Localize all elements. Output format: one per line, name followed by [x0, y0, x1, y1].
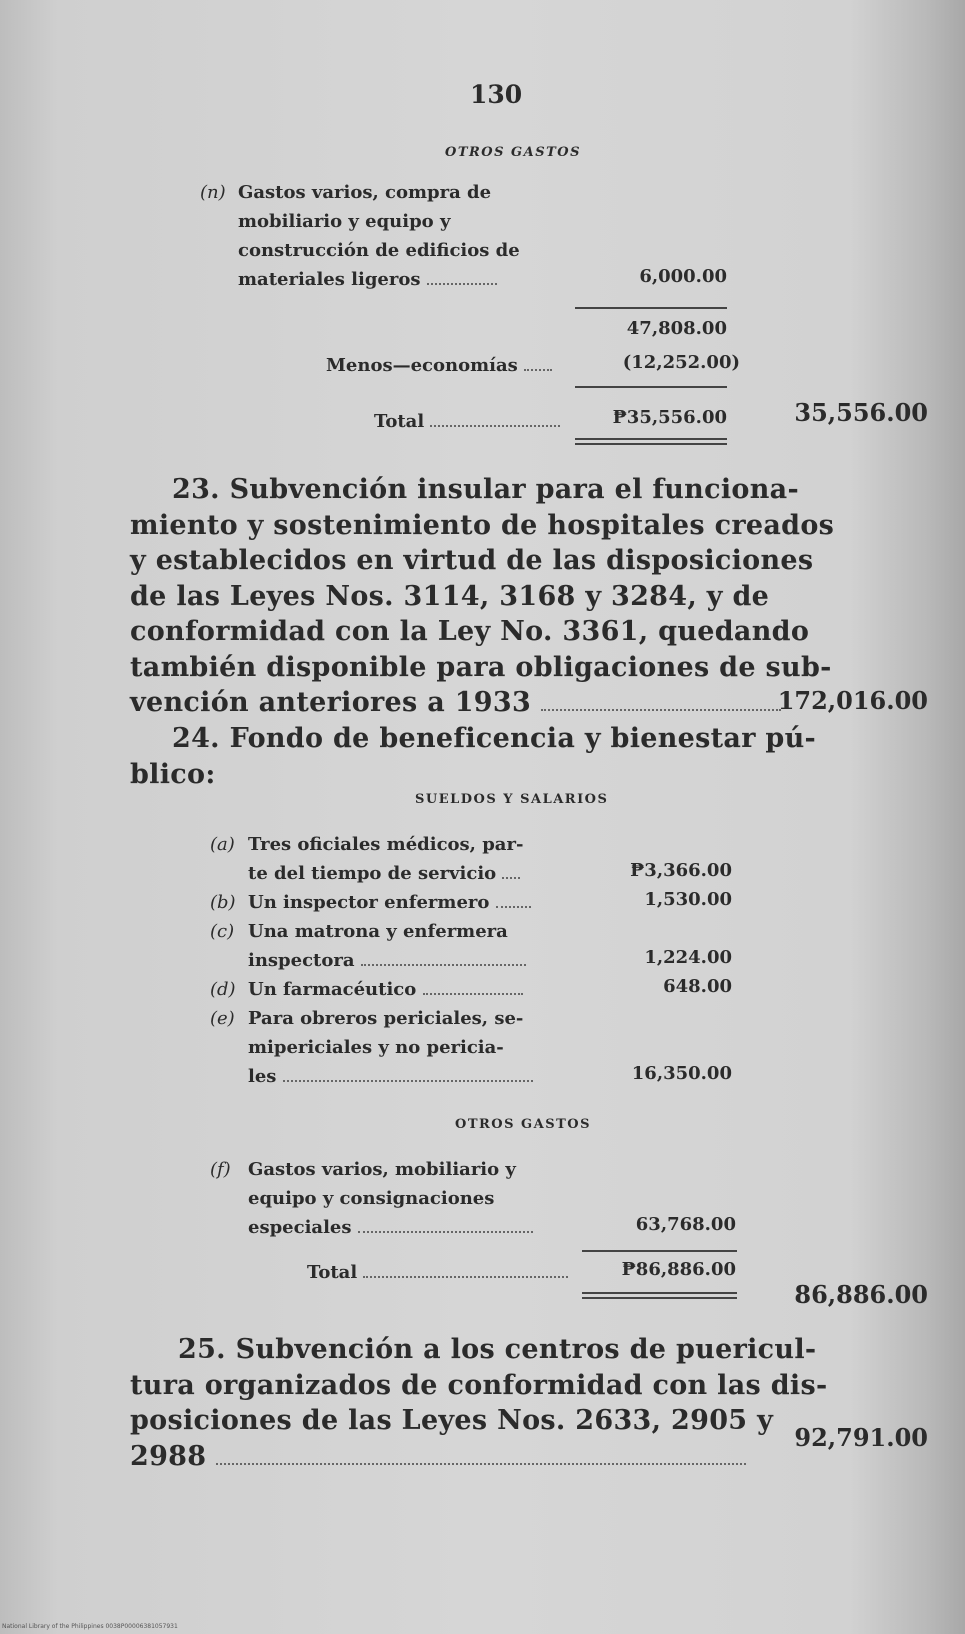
subtotal-amount: 47,808.00 — [626, 318, 727, 339]
item-label: (a) — [210, 834, 235, 855]
item-label: (b) — [210, 892, 236, 913]
menos-economias-label — [326, 351, 552, 380]
item-e — [210, 1004, 533, 1091]
section-heading-otros-gastos: OTROS GASTOS — [445, 145, 582, 160]
item-text-line: les — [248, 1066, 277, 1087]
margin-amount-1: 35,556.00 — [794, 398, 928, 427]
margin-amount-25: 92,791.00 — [794, 1423, 928, 1452]
divider-rule — [582, 1250, 737, 1252]
item-d-amount: 648.00 — [663, 976, 732, 997]
item-label: (e) — [210, 1008, 235, 1029]
item-n-amount: 6,000.00 — [639, 266, 727, 287]
double-rule — [575, 438, 727, 445]
item-text-line: Para obreros periciales, se- — [248, 1008, 524, 1029]
divider-rule — [575, 386, 727, 388]
paragraph-25 — [130, 1332, 827, 1474]
total-label-text: Total — [374, 411, 425, 432]
para-line: 24. Fondo de beneficencia y bienestar pú- — [172, 723, 817, 754]
menos-label-text: Menos—economías — [326, 355, 518, 376]
paragraph-24 — [130, 721, 816, 792]
item-text-line: mipericiales y no pericia- — [248, 1037, 504, 1058]
paragraph-23 — [130, 472, 834, 721]
item-text-line: te del tiempo de servicio — [248, 863, 497, 884]
item-text-line: equipo y consignaciones — [248, 1188, 495, 1209]
item-text-line: materiales ligeros — [238, 269, 421, 290]
item-text-line: construcción de edificios de — [238, 240, 520, 261]
item-a-amount: ₱3,366.00 — [630, 860, 732, 881]
para-line: blico: — [130, 758, 216, 790]
item-label: (n) — [200, 182, 226, 203]
item-b-amount: 1,530.00 — [644, 889, 732, 910]
divider-rule — [575, 307, 727, 309]
double-rule — [582, 1292, 737, 1299]
item-text-line: Un farmacéutico — [248, 979, 417, 1000]
item-d — [210, 975, 523, 1004]
para-line: tura organizados de conformidad con las dis- — [130, 1369, 828, 1401]
item-text-line: Gastos varios, mobiliario y — [248, 1159, 516, 1180]
section-heading-otros-gastos-2: OTROS GASTOS — [455, 1117, 592, 1132]
page-number: 130 — [470, 80, 523, 109]
para-line: vención anteriores a 1933 — [130, 687, 532, 718]
item-b — [210, 888, 531, 917]
item-text-line: inspectora — [248, 950, 355, 971]
item-c-amount: 1,224.00 — [644, 947, 732, 968]
item-text-line: Una matrona y enfermera — [248, 921, 508, 942]
item-c — [210, 917, 526, 975]
para-line: posiciones de las Leyes Nos. 2633, 2905 y — [130, 1405, 774, 1436]
item-f — [210, 1155, 533, 1242]
para-line: 25. Subvención a los centros de puericul- — [178, 1334, 817, 1365]
item-n — [200, 178, 520, 294]
para-line: también disponible para obligaciones de sub- — [130, 651, 832, 683]
item-label: (f) — [210, 1159, 231, 1180]
total-label-2 — [307, 1258, 568, 1287]
item-text-line: Tres oficiales médicos, par- — [248, 834, 524, 855]
item-text-line: especiales — [248, 1217, 352, 1238]
total-label-1 — [374, 407, 560, 436]
item-label: (c) — [210, 921, 235, 942]
item-text-line: Un inspector enfermero — [248, 892, 490, 913]
footer-watermark: National Library of the Philippines 0038P00006381057931 — [2, 1623, 178, 1630]
margin-amount-23: 172,016.00 — [777, 686, 928, 715]
menos-economias-amount: (12,252.00) — [622, 352, 740, 373]
total-amount-2: ₱86,886.00 — [621, 1259, 736, 1280]
item-text-line: mobiliario y equipo y — [238, 211, 451, 232]
item-a — [210, 830, 523, 888]
section-heading-sueldos: SUELDOS Y SALARIOS — [415, 792, 609, 807]
total-amount-1: ₱35,556.00 — [612, 407, 727, 428]
para-line: conformidad con la Ley No. 3361, quedando — [130, 616, 810, 647]
item-f-amount: 63,768.00 — [635, 1214, 736, 1235]
para-line: de las Leyes Nos. 3114, 3168 y 3284, y de — [130, 580, 770, 612]
para-line: 23. Subvención insular para el funciona- — [172, 474, 799, 505]
item-label: (d) — [210, 979, 236, 1000]
item-text-line: Gastos varios, compra de — [238, 182, 492, 203]
para-line: miento y sostenimiento de hospitales creados — [130, 509, 835, 541]
item-e-amount: 16,350.00 — [631, 1063, 732, 1084]
para-line: y establecidos en virtud de las disposiciones — [130, 545, 814, 576]
margin-amount-24: 86,886.00 — [794, 1280, 928, 1309]
total-label-text: Total — [307, 1262, 358, 1283]
para-line: 2988 — [130, 1440, 207, 1472]
